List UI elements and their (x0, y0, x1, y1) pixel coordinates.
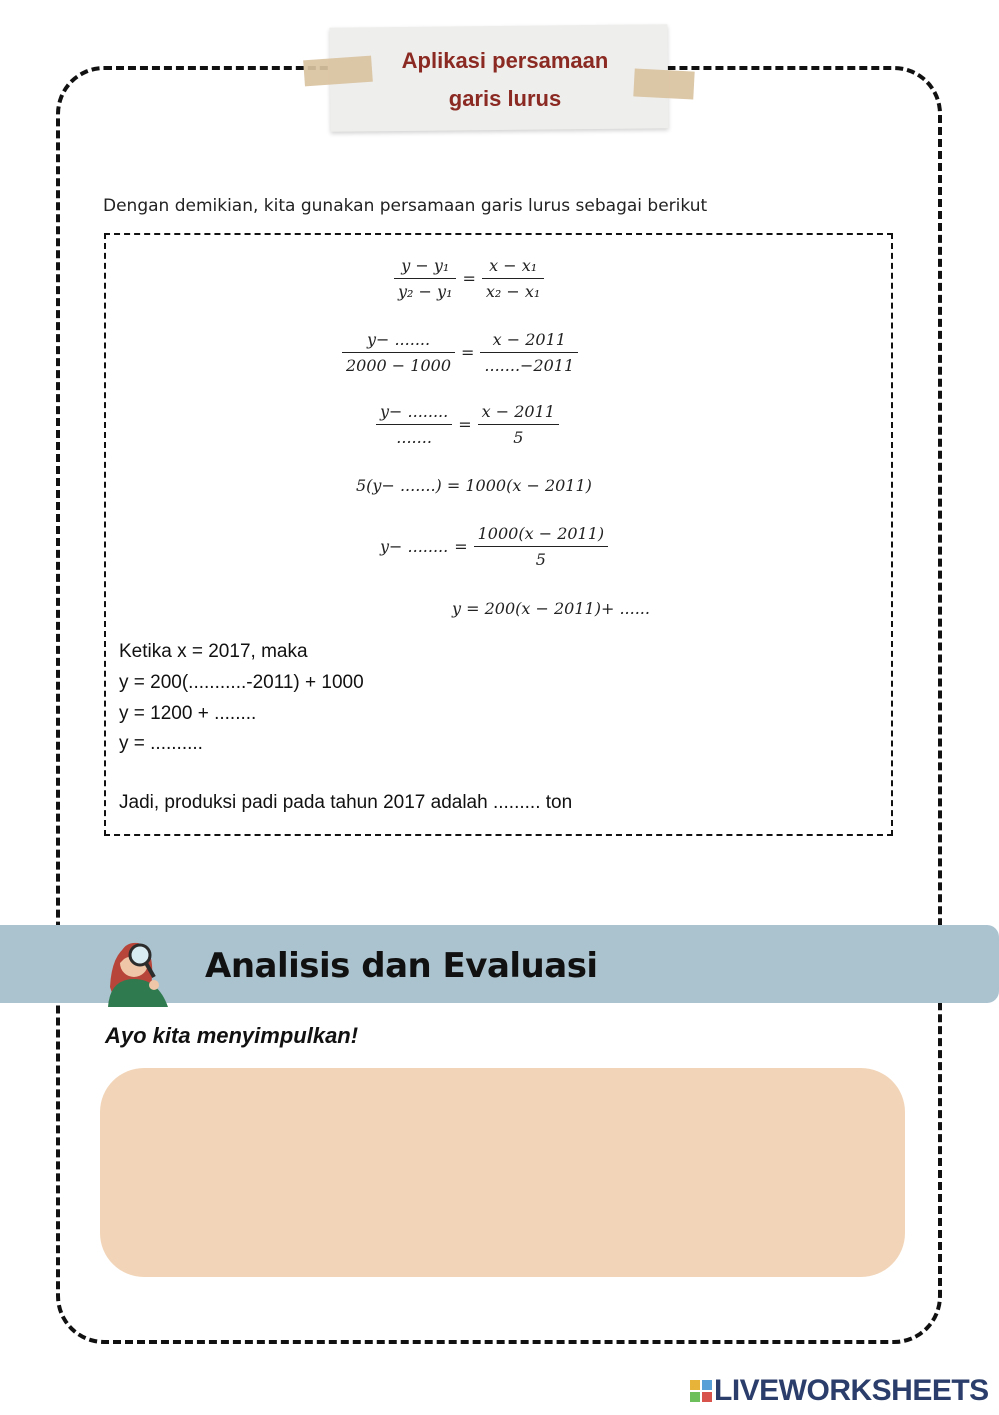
equation-4: 5(y− .......) = 1000(x − 2011) (356, 476, 592, 495)
work-line-1: Ketika x = 2017, maka (119, 641, 308, 662)
page-title: Aplikasi persamaan garis lurus (401, 48, 609, 111)
girl-magnifier-icon (96, 925, 176, 1007)
equation-2: $\frac{y- .......}{2000 - 1000}$ = $\frac{x - 2011}{.......-2011}$ (342, 330, 578, 375)
equation-6: y = 200(x − 2011)+ ...... (452, 599, 650, 618)
equation-1: $\frac{\text{y − y₁}}{\text{y₂ − y₁}}$ = $\frac{\text{x − x₁}}{\text{x₂ − x₁}}$ (394, 256, 544, 301)
liveworksheets-logo: LIVEWORKSHEETS (690, 1374, 989, 1408)
equation-3: $\frac{y- ........}{.......}$ = $\frac{x - 2011}{5}$ (376, 402, 559, 447)
work-line-3: y = 1200 + ........ (119, 703, 257, 724)
equation-5: y− ........ = $\frac{1000(x - 2011)}{5}$ (380, 524, 608, 569)
answer-input-box[interactable] (100, 1068, 905, 1277)
conclusion-line: Jadi, produksi padi pada tahun 2017 adalah ......... ton (119, 792, 573, 813)
section-title: Analisis dan Evaluasi (205, 946, 598, 986)
section-subtitle: Ayo kita menyimpulkan! (105, 1023, 359, 1048)
work-line-4: y = .......... (119, 733, 203, 754)
intro-text: Dengan demikian, kita gunakan persamaan garis lurus sebagai berikut (103, 196, 708, 216)
work-line-2: y = 200(...........-2011) + 1000 (119, 672, 364, 693)
liveworksheets-icon (690, 1380, 712, 1402)
